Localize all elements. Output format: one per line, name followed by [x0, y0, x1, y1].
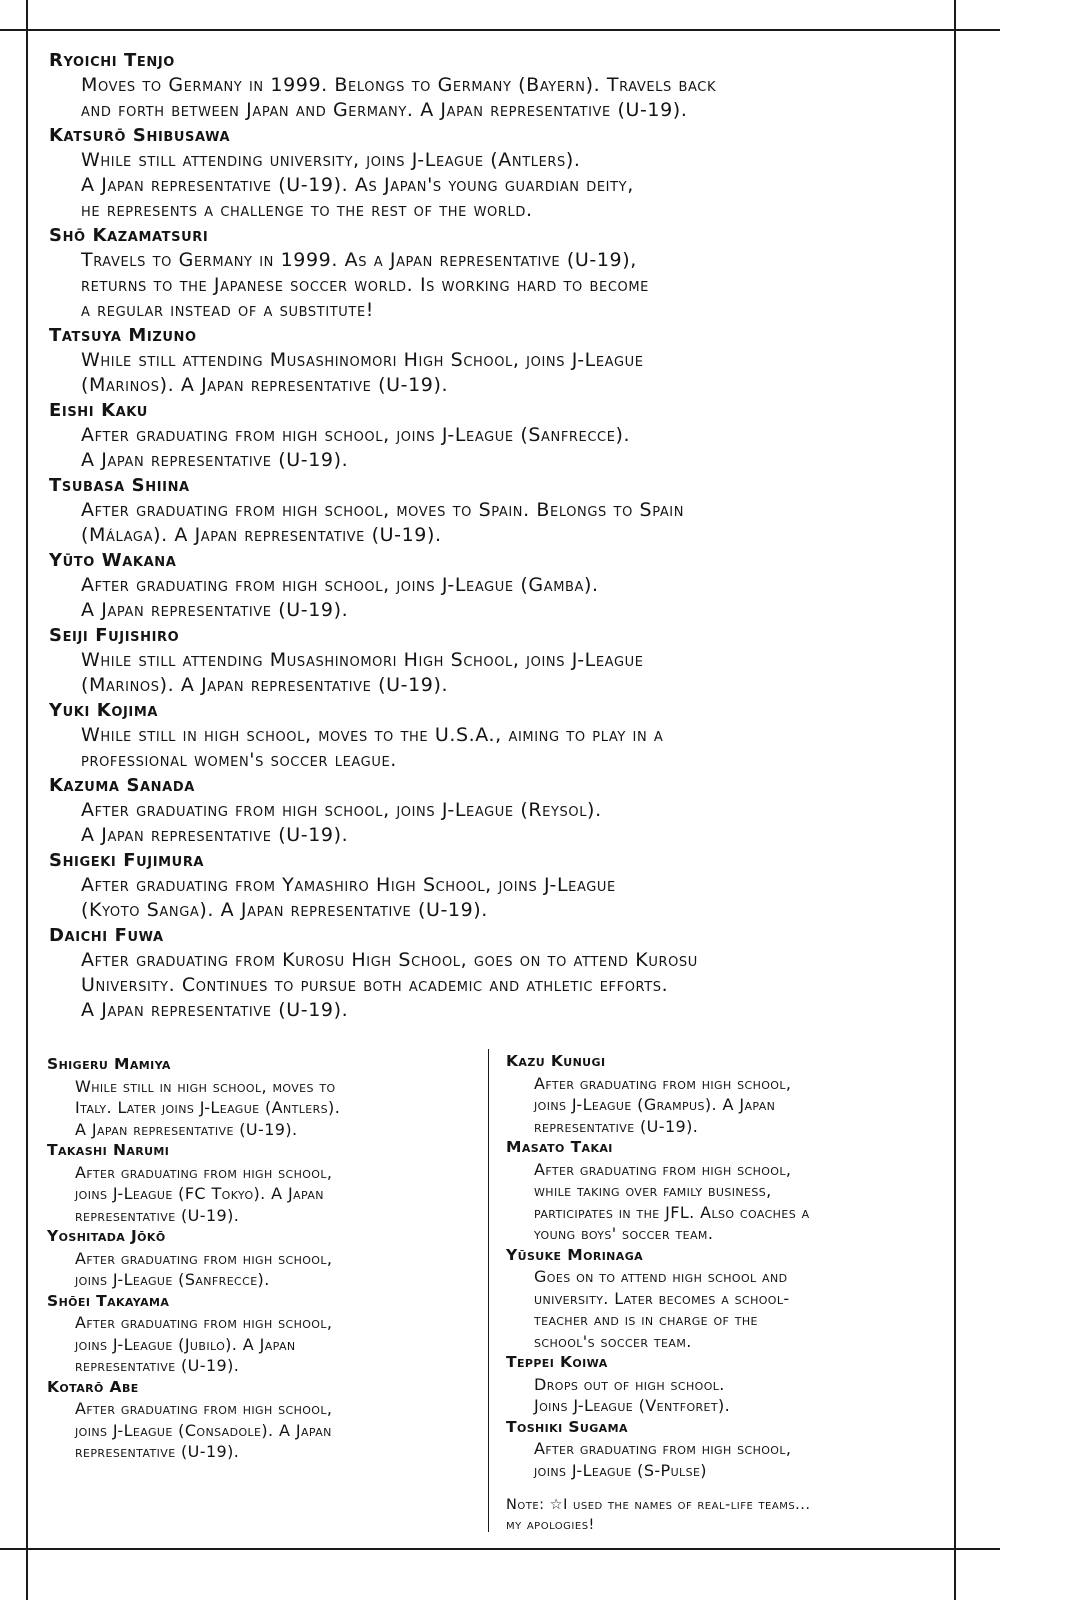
- character-description-line: joins J-League (FC Tokyo). A Japan: [75, 1184, 324, 1203]
- character-description-line: After graduating from Yamashiro High School, joins J-League: [81, 874, 616, 896]
- note-line: Note: ☆I used the names of real-life teams...: [506, 1497, 811, 1513]
- character-description-line: A Japan representative (U-19).: [81, 599, 349, 621]
- character-name: Shōei Takayama: [47, 1291, 170, 1310]
- character-entry: [47, 1226, 477, 1291]
- character-name: Shigeru Mamiya: [47, 1055, 171, 1073]
- character-description-line: Goes on to attend high school and: [534, 1267, 788, 1286]
- character-description-line: While still attending Musashinomori High School, joins J-League: [81, 649, 644, 671]
- left-column-list: [47, 1054, 477, 1463]
- character-name: Yuki Kojima: [49, 700, 159, 721]
- character-description-line: After graduating from high school, joins J-League (Gamba).: [81, 574, 599, 596]
- character-name: Kazu Kunugi: [506, 1052, 606, 1070]
- character-description-line: After graduating from high school, joins J-League (Reysol).: [81, 799, 602, 821]
- character-entry: [506, 1245, 946, 1353]
- note: [506, 1495, 946, 1535]
- character-entry: [47, 1054, 477, 1140]
- character-description-line: After graduating from high school,: [534, 1073, 792, 1093]
- character-entry: [49, 223, 939, 323]
- character-name: Tatsuya Mizuno: [49, 325, 197, 346]
- character-entry: [49, 48, 939, 123]
- character-description-line: representative (U-19).: [75, 1356, 240, 1375]
- character-description-line: (Málaga). A Japan representative (U-19).: [81, 524, 442, 546]
- character-description-line: While still in high school, moves to the U.S.A., aiming to play in a: [81, 724, 664, 746]
- character-name: Seiji Fujishiro: [49, 625, 180, 646]
- character-description-line: After graduating from high school,: [75, 1248, 333, 1268]
- character-description-line: Italy. Later joins J-League (Antlers).: [75, 1098, 341, 1117]
- frame-line-top: [0, 29, 1000, 31]
- character-description-line: representative (U-19).: [534, 1116, 699, 1136]
- character-entry: [506, 1137, 946, 1245]
- note-line: my apologies!: [506, 1517, 595, 1533]
- character-description-line: joins J-League (Consadole). A Japan: [75, 1420, 332, 1440]
- character-description-line: After graduating from high school,: [534, 1159, 792, 1179]
- character-description-line: school's soccer team.: [534, 1331, 692, 1351]
- character-description-line: representative (U-19).: [75, 1205, 240, 1225]
- character-name: Yūto Wakana: [49, 550, 177, 571]
- character-description-line: university. Later becomes a school-: [534, 1288, 790, 1308]
- character-description-line: while taking over family business,: [534, 1181, 772, 1200]
- character-name: Shō Kazamatsuri: [49, 225, 209, 246]
- character-description-line: After graduating from high school,: [75, 1399, 333, 1418]
- character-description-line: Joins J-League (Ventforet).: [534, 1396, 731, 1415]
- character-description-line: Travels to Germany in 1999. As a Japan representative (U-19),: [81, 249, 637, 271]
- character-description-line: (Marinos). A Japan representative (U-19).: [81, 374, 449, 396]
- character-entry: [506, 1352, 946, 1417]
- character-description-line: professional women's soccer league.: [81, 749, 397, 771]
- character-description-line: joins J-League (Jubilo). A Japan: [75, 1334, 296, 1354]
- character-name: Teppei Koiwa: [506, 1353, 608, 1371]
- character-description-line: joins J-League (S-Pulse): [534, 1460, 707, 1480]
- frame-line-right: [954, 0, 956, 1600]
- character-description-line: (Kyoto Sanga). A Japan representative (U-19).: [81, 899, 488, 921]
- character-name: Toshiki Sugama: [506, 1417, 628, 1436]
- character-name: Shigeki Fujimura: [49, 850, 205, 871]
- character-description-line: he represents a challenge to the rest of the world.: [81, 199, 533, 221]
- frame-line-bottom: [0, 1548, 1000, 1550]
- character-entry: [49, 123, 939, 223]
- character-name: Kazuma Sanada: [49, 775, 195, 796]
- main-character-list: [49, 48, 939, 1023]
- character-description-line: While still attending university, joins J-League (Antlers).: [81, 149, 581, 171]
- character-description-line: While still in high school, moves to: [75, 1076, 336, 1096]
- character-description-line: After graduating from high school,: [75, 1313, 333, 1332]
- character-entry: [49, 773, 939, 848]
- character-name: Tsubasa Shiina: [49, 475, 190, 496]
- column-divider: [488, 1049, 489, 1532]
- character-name: Kotarō Abe: [47, 1377, 139, 1396]
- character-description-line: Drops out of high school.: [534, 1374, 725, 1394]
- character-description-line: participates in the JFL. Also coaches a: [534, 1202, 810, 1222]
- frame-line-left: [26, 0, 28, 1600]
- character-name: Yoshitada Jōkō: [47, 1227, 166, 1245]
- character-entry: [49, 923, 939, 1023]
- character-entry: [506, 1051, 946, 1137]
- character-entry: [49, 848, 939, 923]
- character-entry: [47, 1377, 477, 1463]
- right-column-list: [506, 1051, 946, 1481]
- character-description-line: and forth between Japan and Germany. A Japan representative (U-19).: [81, 99, 688, 121]
- character-name: Takashi Narumi: [47, 1141, 170, 1159]
- character-entry: [506, 1417, 946, 1482]
- character-description-line: returns to the Japanese soccer world. Is working hard to become: [81, 274, 649, 296]
- character-description-line: A Japan representative (U-19).: [81, 824, 349, 846]
- character-description-line: While still attending Musashinomori High School, joins J-League: [81, 349, 644, 371]
- character-description-line: (Marinos). A Japan representative (U-19).: [81, 674, 449, 696]
- character-entry: [47, 1140, 477, 1226]
- character-description-line: teacher and is in charge of the: [534, 1310, 758, 1329]
- character-description-line: a regular instead of a substitute!: [81, 299, 374, 321]
- character-entry: [49, 473, 939, 548]
- character-name: Ryoichi Tenjo: [49, 50, 175, 71]
- character-description-line: A Japan representative (U-19). As Japan's young guardian deity,: [81, 174, 634, 196]
- character-name: Yūsuke Morinaga: [506, 1245, 644, 1264]
- character-description-line: After graduating from high school, moves to Spain. Belongs to Spain: [81, 499, 685, 521]
- character-entry: [49, 698, 939, 773]
- character-entry: [47, 1291, 477, 1377]
- character-description-line: After graduating from high school, joins J-League (Sanfrecce).: [81, 424, 631, 446]
- character-description-line: representative (U-19).: [75, 1442, 240, 1461]
- character-entry: [49, 623, 939, 698]
- character-description-line: After graduating from Kurosu High School, goes on to attend Kurosu: [81, 949, 698, 971]
- character-entry: [49, 548, 939, 623]
- character-description-line: A Japan representative (U-19).: [75, 1119, 298, 1139]
- character-name: Eishi Kaku: [49, 400, 148, 421]
- character-description-line: After graduating from high school,: [75, 1162, 333, 1182]
- character-entry: [49, 323, 939, 398]
- character-description-line: joins J-League (Sanfrecce).: [75, 1270, 270, 1289]
- character-description-line: Moves to Germany in 1999. Belongs to Germany (Bayern). Travels back: [81, 74, 717, 96]
- character-description-line: After graduating from high school,: [534, 1439, 792, 1458]
- character-name: Masato Takai: [506, 1138, 613, 1156]
- character-description-line: A Japan representative (U-19).: [81, 999, 349, 1021]
- character-description-line: joins J-League (Grampus). A Japan: [534, 1095, 776, 1114]
- character-name: Katsurō Shibusawa: [49, 125, 231, 146]
- character-name: Daichi Fuwa: [49, 925, 164, 946]
- character-description-line: A Japan representative (U-19).: [81, 449, 349, 471]
- character-description-line: young boys' soccer team.: [534, 1224, 714, 1243]
- character-entry: [49, 398, 939, 473]
- character-description-line: University. Continues to pursue both academic and athletic efforts.: [81, 974, 669, 996]
